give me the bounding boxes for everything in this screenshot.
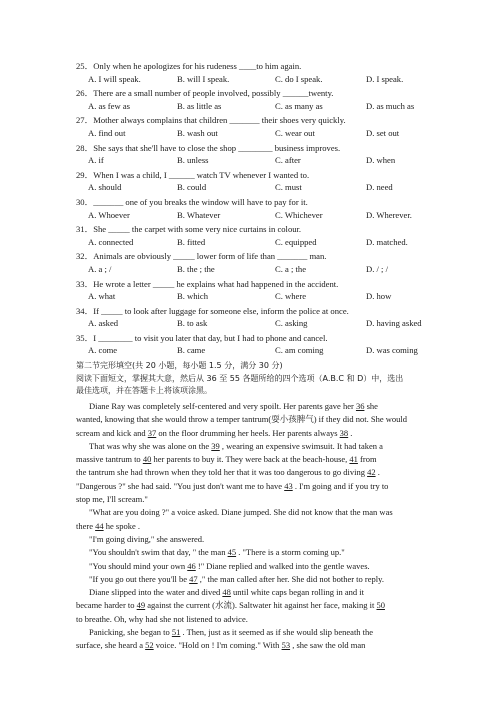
- question-stem: [0, 169, 500, 183]
- answer-option: A. should: [88, 182, 122, 193]
- answer-option: A. asked: [88, 318, 119, 329]
- cloze-passage: [76, 400, 480, 653]
- answer-options: [0, 128, 500, 142]
- answer-option: B. Whatever: [177, 209, 221, 220]
- answer-option: D. need: [366, 182, 393, 193]
- question-text: There are a small number of people involved, possibly ______twenty.: [93, 88, 334, 99]
- answer-option: B. unless: [177, 155, 209, 166]
- answer-option: A. I will speak.: [88, 73, 141, 84]
- answer-option: B. to ask: [177, 318, 208, 329]
- question-text: She says that she'll have to close the shop ________ business improves.: [93, 142, 341, 153]
- answer-option: C. asking: [275, 318, 308, 329]
- answer-option: A. Whoever: [88, 209, 130, 220]
- answer-option: D. matched.: [366, 236, 408, 247]
- answer-option: B. came: [177, 345, 206, 356]
- question-stem: [0, 250, 500, 264]
- question-number: 26．: [76, 88, 94, 99]
- question-text: _______ one of you breaks the window will have to pay for it.: [93, 196, 308, 207]
- answer-option: D. was coming: [366, 345, 418, 356]
- passage-paragraph-6: "You should mind your own 46 !" Diane replied and walked into the gentle waves.: [89, 560, 370, 571]
- answer-option: B. could: [177, 182, 207, 193]
- answer-option: C. a ; the: [275, 263, 307, 274]
- question-number: 34．: [76, 305, 94, 316]
- answer-options: [0, 182, 500, 196]
- section-instruction-line-1: 阅读下面短文，掌握其大意，然后从 36 至 55 各题所给的四个选项（A.B.C 和 D）中，选出: [76, 373, 404, 383]
- answer-option: B. will I speak.: [177, 73, 230, 84]
- question-text: Only when he apologizes for his rudeness ____to him again.: [93, 61, 302, 71]
- answer-option: D. having asked: [366, 318, 422, 329]
- answer-option: C. wear out: [275, 127, 315, 138]
- question-stem: [0, 223, 500, 237]
- answer-option: C. after: [275, 155, 301, 166]
- passage-paragraph-7: "If you go out there you'll be 47 ," the man called after her. She did not bother to reply.: [89, 573, 384, 584]
- section-instruction-line-2: 最佳选项，并在答题卡上将该项涂黑。: [76, 386, 212, 396]
- question-text: She _____ the carpet with some very nice curtains in colour.: [93, 224, 302, 235]
- answer-option: C. equipped: [275, 236, 317, 247]
- answer-option: A. what: [88, 291, 116, 302]
- question-number: 25．: [76, 61, 94, 71]
- answer-option: C. as many as: [275, 100, 323, 111]
- answer-options: [0, 318, 500, 332]
- question-number: 31．: [76, 224, 94, 235]
- question-stem: [0, 142, 500, 156]
- answer-option: A. connected: [88, 236, 134, 247]
- passage-paragraph-3: "What are you doing ?" a voice asked. Diane jumped. She did not know that the man was there 44 he spoke .: [76, 507, 393, 531]
- answer-option: B. as little as: [177, 100, 222, 111]
- passage-paragraph-4: "I'm going diving," she answered.: [89, 533, 205, 544]
- question-number: 35．: [76, 332, 94, 343]
- answer-options: [0, 74, 500, 88]
- question-text: He wrote a letter _____ he explains what had happened in the accident.: [93, 278, 339, 289]
- passage-paragraph-2: That was why she was alone on the 39 , wearing an expensive swimsuit. It had taken a massive tantrum to 40 her parents to buy it. They were back at the beach-house, 41 from the tantrum she had thrown when they told her that it was too dangerous to go diving 42 . "Dangerous ?" she had said. "You just don't want me to have 43 . I'm going and if you try to stop me, I'll scream.": [76, 440, 389, 505]
- answer-options: [0, 237, 500, 251]
- answer-option: C. do I speak.: [275, 73, 323, 84]
- answer-option: D. when: [366, 155, 396, 166]
- cloze-section-header: [76, 360, 476, 398]
- question-stem: [0, 305, 500, 319]
- answer-option: D. as much as: [366, 100, 415, 111]
- question-number: 33．: [76, 278, 94, 289]
- passage-paragraph-9: Panicking, she began to 51 . Then, just as it seemed as if she would slip beneath the surface, she heard a 52 voice. "Hold on ! I'm coming." With 53 , she saw the old man: [76, 627, 374, 651]
- answer-options: [0, 155, 500, 169]
- question-number: 29．: [76, 169, 94, 180]
- section-heading: 第二节完形填空(共 20 小题，每小题 1.5 分，满分 30 分): [76, 361, 283, 370]
- answer-option: B. fitted: [177, 236, 206, 247]
- question-stem: [0, 332, 500, 346]
- answer-option: D. set out: [366, 127, 400, 138]
- answer-option: A. come: [88, 345, 118, 356]
- question-stem: [0, 87, 500, 101]
- answer-option: C. where: [275, 291, 307, 302]
- question-text: Mother always complains that children _______ their shoes very quickly.: [93, 115, 346, 126]
- answer-option: B. wash out: [177, 127, 218, 138]
- multiple-choice-section: [0, 60, 500, 359]
- question-text: I ________ to visit you later that day, but I had to phone and cancel.: [93, 332, 328, 343]
- passage-paragraph-8: Diane slipped into the water and dived 48 until white caps began rolling in and it became harder to 49 against the current (水流). Saltwater hit against her face, making it 50 to breathe. Oh, why had she not listened to advice.: [76, 587, 385, 624]
- question-number: 28．: [76, 142, 94, 153]
- answer-option: D. / ; /: [366, 263, 388, 274]
- answer-option: A. as few as: [88, 100, 130, 111]
- answer-options: [0, 264, 500, 278]
- answer-option: B. the ; the: [177, 263, 215, 274]
- question-stem: [0, 60, 500, 74]
- answer-options: [0, 291, 500, 305]
- answer-option: C. must: [275, 182, 302, 193]
- answer-options: [0, 345, 500, 359]
- question-number: 30．: [76, 196, 94, 207]
- question-number: 27．: [76, 115, 94, 126]
- question-text: If _____ to look after luggage for someone else, inform the police at once.: [93, 305, 349, 316]
- answer-option: D. how: [366, 291, 392, 302]
- answer-option: A. if: [88, 155, 104, 166]
- answer-options: [0, 101, 500, 115]
- answer-option: C. Whichever: [275, 209, 323, 220]
- answer-options: [0, 210, 500, 224]
- question-stem: [0, 278, 500, 292]
- question-text: When I was a child, I ______ watch TV whenever I wanted to.: [93, 169, 310, 180]
- question-text: Animals are obviously _____ lower form of life than _______ man.: [93, 251, 327, 262]
- answer-option: C. am coming: [275, 345, 324, 356]
- question-number: 32．: [76, 251, 94, 262]
- passage-paragraph-1: Diane Ray was completely self-centered and very spoilt. Her parents gave her 36 she wanted, knowing that she would throw a temper tantrum(耍小孩脾气) if they did not. She would scream and kick and 37 on the floor drumming her heels. Her parents always 38 .: [76, 401, 407, 438]
- passage-paragraph-5: "You shouldn't swim that day, " the man 45 . "There is a storm coming up.": [89, 547, 345, 558]
- answer-option: D. Wherever.: [366, 209, 412, 220]
- question-stem: [0, 196, 500, 210]
- answer-option: A. find out: [88, 127, 126, 138]
- answer-option: B. which: [177, 291, 209, 302]
- answer-option: D. I speak.: [366, 73, 404, 84]
- question-stem: [0, 114, 500, 128]
- answer-option: A. a ; /: [88, 263, 112, 274]
